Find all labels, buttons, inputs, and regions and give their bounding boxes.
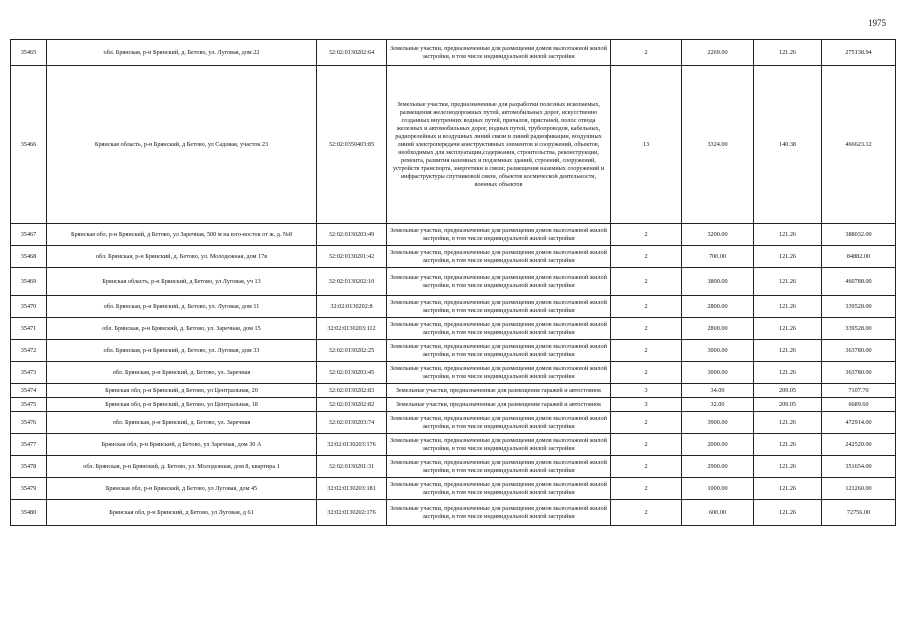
specific-value-cell: 121.26 bbox=[754, 456, 822, 478]
address-cell: Брянская обл, р-н Брянский, д Бетово, ул Заречная, 500 м на юго-восток от ж. д. №8 bbox=[47, 224, 317, 246]
row-number-cell: 35474 bbox=[11, 384, 47, 398]
row-number-cell: 35475 bbox=[11, 398, 47, 412]
group-cell: 2 bbox=[611, 456, 682, 478]
group-cell: 3 bbox=[611, 398, 682, 412]
cadastral-number-cell: 32:02:0130202:176 bbox=[317, 500, 387, 526]
cadastral-number-cell: 32:02:0130202:25 bbox=[317, 340, 387, 362]
land-use-cell: Земельные участки, предназначенные для размещения домов малоэтажной жилой застройки, в том числе индивидуальной жилой застройки bbox=[387, 296, 611, 318]
land-use-cell: Земельные участки, предназначенные для размещения домов малоэтажной жилой застройки, в том числе индивидуальной жилой застройки bbox=[387, 362, 611, 384]
group-cell: 2 bbox=[611, 500, 682, 526]
cadastral-number-cell: 32:02:0130201:31 bbox=[317, 456, 387, 478]
address-cell: обл. Брянская, р-н Брянский, д. Бетово, ул. Луговая, дом 11 bbox=[47, 296, 317, 318]
table-row bbox=[11, 456, 896, 478]
row-number-cell: 35466 bbox=[11, 66, 47, 224]
address-cell: обл. Брянская, р-н Брянский, д. Бетово, ул. Заречная, дом 15 bbox=[47, 318, 317, 340]
area-cell: 34.00 bbox=[682, 384, 754, 398]
land-use-cell: Земельные участки, предназначенные для размещения домов малоэтажной жилой застройки, в том числе индивидуальной жилой застройки bbox=[387, 318, 611, 340]
cadastral-number-cell: 32:02:0130202:10 bbox=[317, 268, 387, 296]
specific-value-cell: 121.26 bbox=[754, 40, 822, 66]
address-cell: обл. Брянская, р-н Брянский, д. Бетово, ул. Луговая, дом 22 bbox=[47, 40, 317, 66]
cadastral-number-cell: 32:02:0130203:176 bbox=[317, 434, 387, 456]
specific-value-cell: 209.05 bbox=[754, 384, 822, 398]
table-row bbox=[11, 224, 896, 246]
specific-value-cell: 121.26 bbox=[754, 296, 822, 318]
table-row bbox=[11, 66, 896, 224]
specific-value-cell: 121.26 bbox=[754, 246, 822, 268]
cadastral-value-cell: 466623.12 bbox=[822, 66, 896, 224]
address-cell: Брянская область, р-н Брянский, д Бетово, ул Садовая, участок 23 bbox=[47, 66, 317, 224]
cadastral-number-cell: 32:02:0130202:64 bbox=[317, 40, 387, 66]
address-cell: обл. Брянская, р-н Брянский, д. Бетово, ул. Заречная bbox=[47, 412, 317, 434]
row-number-cell: 35470 bbox=[11, 296, 47, 318]
area-cell: 3000.00 bbox=[682, 362, 754, 384]
row-number-cell: 35468 bbox=[11, 246, 47, 268]
area-cell: 2800.00 bbox=[682, 318, 754, 340]
table-row bbox=[11, 296, 896, 318]
group-cell: 13 bbox=[611, 66, 682, 224]
cadastral-value-cell: 84882.00 bbox=[822, 246, 896, 268]
address-cell: Брянская обл, р-н Брянский, д Бетово, ул Центральная, 18 bbox=[47, 398, 317, 412]
row-number-cell: 35465 bbox=[11, 40, 47, 66]
cadastral-number-cell: 32:02:0130203:49 bbox=[317, 224, 387, 246]
area-cell: 3800.00 bbox=[682, 268, 754, 296]
group-cell: 2 bbox=[611, 362, 682, 384]
cadastral-value-cell: 351654.00 bbox=[822, 456, 896, 478]
row-number-cell: 35476 bbox=[11, 412, 47, 434]
row-number-cell: 35477 bbox=[11, 434, 47, 456]
address-cell: обл. Брянская, р-н Брянский, д. Бетово, ул. Заречная bbox=[47, 362, 317, 384]
address-cell: Брянская обл, р-н Брянский, д Бетово, ул Луговая, дом 45 bbox=[47, 478, 317, 500]
land-use-cell: Земельные участки, предназначенные для размещения домов малоэтажной жилой застройки, в том числе индивидуальной жилой застройки bbox=[387, 224, 611, 246]
group-cell: 3 bbox=[611, 384, 682, 398]
land-use-cell: Земельные участки, предназначенные для размещения домов малоэтажной жилой застройки, в том числе индивидуальной жилой застройки bbox=[387, 456, 611, 478]
specific-value-cell: 121.26 bbox=[754, 412, 822, 434]
cadastral-number-cell: 32:02:0130203:181 bbox=[317, 478, 387, 500]
specific-value-cell: 121.26 bbox=[754, 500, 822, 526]
area-cell: 3000.00 bbox=[682, 340, 754, 362]
group-cell: 2 bbox=[611, 224, 682, 246]
area-cell: 3324.00 bbox=[682, 66, 754, 224]
table-row bbox=[11, 268, 896, 296]
cadastral-number-cell: 32:02:0350403:85 bbox=[317, 66, 387, 224]
area-cell: 2269.00 bbox=[682, 40, 754, 66]
cadastral-value-cell: 363780.00 bbox=[822, 362, 896, 384]
cadastral-value-cell: 121260.00 bbox=[822, 478, 896, 500]
land-use-cell: Земельные участки, предназначенные для размещения домов малоэтажной жилой застройки, в том числе индивидуальной жилой застройки bbox=[387, 434, 611, 456]
specific-value-cell: 121.26 bbox=[754, 362, 822, 384]
row-number-cell: 35480 bbox=[11, 500, 47, 526]
land-use-cell: Земельные участки, предназначенные для размещения домов малоэтажной жилой застройки, в том числе индивидуальной жилой застройки bbox=[387, 246, 611, 268]
land-use-cell: Земельные участки, предназначенные для разработки полезных ископаемых, размещения железнодорожных путей, автомобильных дорог, искусственно созданных внутренних водных путей, причалов, пристаней, полос отвода железных и автомобильных дорог, водных путей, трубопроводов, кабельных, радиорелейных и воздушных линий связи и линий радиофикации, воздушных линий электропередачи конструктивных элементов и сооружений, объектов, необходимых для эксплуатации,содержания, строительства, реконструкции, ремонта, развития наземных и подземных зданий, строений, сооружений, устройств транспорта, энергетики и связи; размещения наземных сооружений и инфраструктуры спутниковой связи, объектов космической деятельности, военных объектов bbox=[387, 66, 611, 224]
table-row bbox=[11, 478, 896, 500]
address-cell: Брянская обл, р-н Брянский, д Бетово, ул Луговая, д 61 bbox=[47, 500, 317, 526]
group-cell: 2 bbox=[611, 478, 682, 500]
cadastral-value-cell: 388032.00 bbox=[822, 224, 896, 246]
address-cell: Брянская обл, р-н Брянский, д Бетово, ул Центральная, 20 bbox=[47, 384, 317, 398]
area-cell: 32.00 bbox=[682, 398, 754, 412]
specific-value-cell: 121.26 bbox=[754, 340, 822, 362]
address-cell: Брянская обл, р-н Брянский, д Бетово, ул Заречная, дом 30 А bbox=[47, 434, 317, 456]
specific-value-cell: 121.26 bbox=[754, 434, 822, 456]
row-number-cell: 35479 bbox=[11, 478, 47, 500]
area-cell: 600.00 bbox=[682, 500, 754, 526]
table-row bbox=[11, 318, 896, 340]
address-cell: обл. Брянская, р-н Брянский, д. Бетово, ул. Молодежная, дом 8, квартира 1 bbox=[47, 456, 317, 478]
table-row bbox=[11, 412, 896, 434]
table-row bbox=[11, 398, 896, 412]
table-row bbox=[11, 384, 896, 398]
area-cell: 2000.00 bbox=[682, 434, 754, 456]
table-row bbox=[11, 434, 896, 456]
table-row bbox=[11, 362, 896, 384]
area-cell: 1000.00 bbox=[682, 478, 754, 500]
cadastral-value-cell: 242520.00 bbox=[822, 434, 896, 456]
address-cell: Брянская область, р-н Брянский, д Бетово, ул Луговая, уч 13 bbox=[47, 268, 317, 296]
cadastral-value-cell: 460788.00 bbox=[822, 268, 896, 296]
group-cell: 2 bbox=[611, 434, 682, 456]
row-number-cell: 35473 bbox=[11, 362, 47, 384]
specific-value-cell: 121.26 bbox=[754, 478, 822, 500]
specific-value-cell: 209.05 bbox=[754, 398, 822, 412]
table-row bbox=[11, 500, 896, 526]
group-cell: 2 bbox=[611, 246, 682, 268]
cadastral-number-cell: 32:02:0130201:42 bbox=[317, 246, 387, 268]
land-use-cell: Земельные участки, предназначенные для размещения домов малоэтажной жилой застройки, в том числе индивидуальной жилой застройки bbox=[387, 340, 611, 362]
cadastral-value-cell: 6689.60 bbox=[822, 398, 896, 412]
row-number-cell: 35472 bbox=[11, 340, 47, 362]
land-use-cell: Земельные участки, предназначенные для размещения гаражей и автостоянок bbox=[387, 398, 611, 412]
cadastral-number-cell: 32:02:0130203:112 bbox=[317, 318, 387, 340]
table-row bbox=[11, 340, 896, 362]
row-number-cell: 35467 bbox=[11, 224, 47, 246]
group-cell: 2 bbox=[611, 296, 682, 318]
area-cell: 700.00 bbox=[682, 246, 754, 268]
cadastral-value-cell: 275138.94 bbox=[822, 40, 896, 66]
group-cell: 2 bbox=[611, 268, 682, 296]
table-row bbox=[11, 40, 896, 66]
area-cell: 3900.00 bbox=[682, 412, 754, 434]
area-cell: 2800.00 bbox=[682, 296, 754, 318]
cadastral-value-cell: 72756.00 bbox=[822, 500, 896, 526]
land-use-cell: Земельные участки, предназначенные для размещения гаражей и автостоянок bbox=[387, 384, 611, 398]
area-cell: 2900.00 bbox=[682, 456, 754, 478]
cadastral-value-cell: 363780.00 bbox=[822, 340, 896, 362]
cadastral-number-cell: 32:02:0130202:82 bbox=[317, 398, 387, 412]
land-use-cell: Земельные участки, предназначенные для размещения домов малоэтажной жилой застройки, в том числе индивидуальной жилой застройки bbox=[387, 40, 611, 66]
land-use-cell: Земельные участки, предназначенные для размещения домов малоэтажной жилой застройки, в том числе индивидуальной жилой застройки bbox=[387, 478, 611, 500]
row-number-cell: 35471 bbox=[11, 318, 47, 340]
address-cell: обл. Брянская, р-н Брянский, д. Бетово, ул. Луговая, дом 33 bbox=[47, 340, 317, 362]
table-row bbox=[11, 246, 896, 268]
cadastral-value-table bbox=[10, 39, 896, 526]
row-number-cell: 35469 bbox=[11, 268, 47, 296]
cadastral-number-cell: 32:02:0130202:83 bbox=[317, 384, 387, 398]
land-use-cell: Земельные участки, предназначенные для размещения домов малоэтажной жилой застройки, в том числе индивидуальной жилой застройки bbox=[387, 268, 611, 296]
land-use-cell: Земельные участки, предназначенные для размещения домов малоэтажной жилой застройки, в том числе индивидуальной жилой застройки bbox=[387, 412, 611, 434]
address-cell: обл. Брянская, р-н Брянский, д. Бетово, ул. Молодежная, дом 17в bbox=[47, 246, 317, 268]
page-number: 1975 bbox=[868, 18, 886, 28]
group-cell: 2 bbox=[611, 340, 682, 362]
cadastral-value-cell: 472914.00 bbox=[822, 412, 896, 434]
cadastral-number-cell: 32:02:0130202:8 bbox=[317, 296, 387, 318]
land-use-cell: Земельные участки, предназначенные для размещения домов малоэтажной жилой застройки, в том числе индивидуальной жилой застройки bbox=[387, 500, 611, 526]
specific-value-cell: 121.26 bbox=[754, 268, 822, 296]
cadastral-number-cell: 32:02:0130203:74 bbox=[317, 412, 387, 434]
row-number-cell: 35478 bbox=[11, 456, 47, 478]
specific-value-cell: 121.26 bbox=[754, 318, 822, 340]
cadastral-number-cell: 32:02:0130203:45 bbox=[317, 362, 387, 384]
group-cell: 2 bbox=[611, 412, 682, 434]
group-cell: 2 bbox=[611, 40, 682, 66]
area-cell: 3200.00 bbox=[682, 224, 754, 246]
cadastral-value-cell: 7107.70 bbox=[822, 384, 896, 398]
specific-value-cell: 140.38 bbox=[754, 66, 822, 224]
specific-value-cell: 121.26 bbox=[754, 224, 822, 246]
cadastral-value-cell: 339528.00 bbox=[822, 318, 896, 340]
group-cell: 2 bbox=[611, 318, 682, 340]
cadastral-value-cell: 339528.00 bbox=[822, 296, 896, 318]
